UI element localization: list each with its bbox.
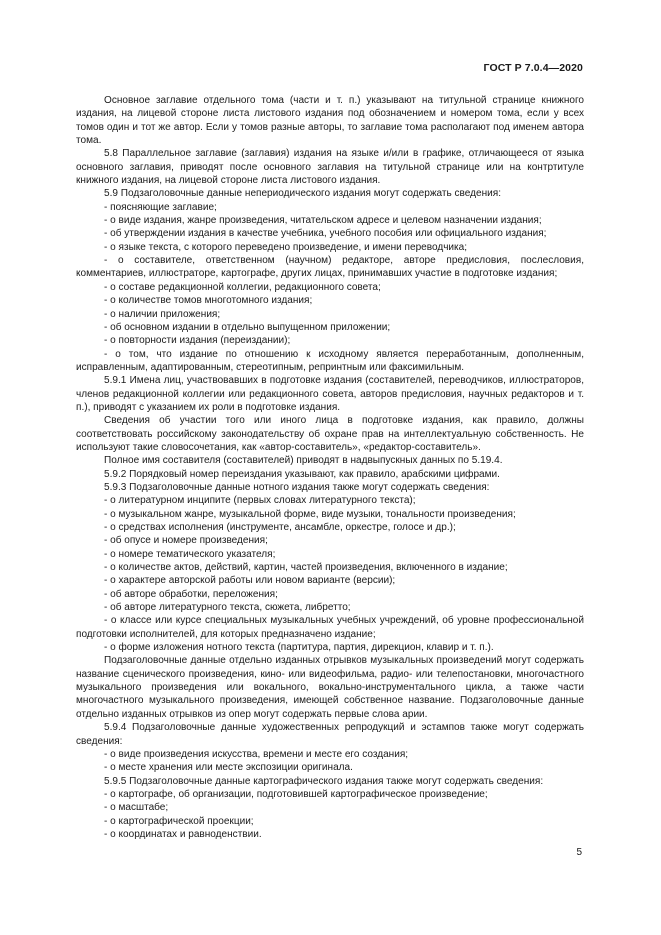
paragraph: 5.9.5 Подзаголовочные данные картографического издания также могут содержать сведения: — [104, 775, 544, 787]
paragraph: - о количестве томов многотомного издания; — [104, 295, 313, 307]
paragraph: - об утверждении издания в качестве учебника, учебного пособия или официального издания; — [104, 228, 547, 240]
paragraph: Полное имя составителя (составителей) приводят в надвыпускных данных по 5.19.4. — [104, 455, 503, 467]
paragraph: - о том, что издание по отношению к исходному является переработанным, дополненным, исправленным, адаптированным, стереотипным, репринтным или факсимильным. — [76, 348, 584, 373]
paragraph: - о классе или курсе специальных музыкальных учебных учреждений, об уровне профессиональной подготовки исполнителей, для которых предназначено издание; — [76, 615, 584, 640]
paragraph: - поясняющие заглавие; — [104, 201, 217, 213]
paragraph: - о наличии приложения; — [104, 308, 221, 320]
paragraph: - о повторности издания (переиздании); — [104, 335, 291, 347]
paragraph: - о составителе, ответственном (научном) редакторе, авторе предисловия, послесловия, комментариев, иллюстраторе, картографе, других лицах, принимавших участие в подготовке издания; — [76, 255, 584, 280]
paragraph: - о языке текста, с которого переведено произведение, и имени переводчика; — [104, 241, 468, 253]
paragraph: - о месте хранения или месте экспозиции оригинала. — [104, 762, 353, 774]
paragraph: 5.8 Параллельное заглавие (заглавия) издания на языке и/или в графике, отличающееся от языка основного заглавия, приводят после основного заглавия на титульной странице или на контртитуле книжного издания, на лицевой стороне листа листового издания. — [76, 148, 584, 187]
paragraph: Основное заглавие отдельного тома (части и т. п.) указывают на титульной странице книжного издания, на лицевой стороне листа листового издания под обозначением и номером тома, если у всех томов один и тот же автор. Если у томов разные авторы, то заглавие тома располагают под именем автора тома. — [76, 95, 584, 147]
paragraph: - о номере тематического указателя; — [104, 548, 276, 560]
paragraph: 5.9.1 Имена лиц, участвовавших в подготовке издания (составителей, переводчиков, иллюстраторов, членов редакционной коллегии или редакционного совета, авторов предисловия, научных редакторов и т. п.), приводят с указанием их роли в подготовке издания. — [76, 375, 584, 413]
paragraph: - о масштабе; — [104, 802, 169, 814]
body-text — [76, 94, 584, 841]
paragraph: - об опусе и номере произведения; — [104, 535, 268, 547]
paragraph: 5.9.4 Подзаголовочные данные художественных репродукций и эстампов также могут содержать сведения: — [76, 722, 584, 747]
page-number: 5 — [576, 847, 582, 858]
paragraph: Подзаголовочные данные отдельно изданных отрывков музыкальных произведений могут содержать название сценического произведения, кино- или видеофильма, радио- или телепостановки, многочастного музыкального произведения или вокального, вокально-инструментального цикла, а также части многочастного музыкального произведения, имеющей собственное название. Подзаголовочные данные отдельно изданных отрывков из опер могут содержать первые слова арии. — [76, 655, 584, 720]
paragraph: - об авторе литературного текста, сюжета, либретто; — [104, 602, 351, 614]
paragraph: - о характере авторской работы или новом варианте (версии); — [104, 575, 396, 587]
standard-header: ГОСТ Р 7.0.4—2020 — [483, 62, 583, 74]
paragraph: Сведения об участии того или иного лица в подготовке издания, как правило, должны соответствовать российскому законодательству об охране прав на интеллектуальную собственность. Не используют такие словосочетания, как «автор-составитель», «редактор-составитель». — [76, 415, 584, 453]
paragraph: - о музыкальном жанре, музыкальной форме, виде музыки, тональности произведения; — [104, 508, 516, 520]
paragraph: - о количестве актов, действий, картин, частей произведения, включенного в издание; — [104, 562, 508, 574]
paragraph: - о литературном инципите (первых словах литературного текста); — [104, 495, 416, 507]
paragraph: - о картографе, об организации, подготовившей картографическое произведение; — [104, 788, 488, 800]
paragraph: - о картографической проекции; — [104, 815, 254, 827]
paragraph: 5.9.3 Подзаголовочные данные нотного издания также могут содержать сведения: — [104, 481, 490, 493]
paragraph: - об авторе обработки, переложения; — [104, 588, 278, 600]
paragraph: 5.9.2 Порядковый номер переиздания указывают, как правило, арабскими цифрами. — [104, 468, 500, 480]
paragraph: - о форме изложения нотного текста (партитура, партия, дирекцион, клавир и т. п.). — [104, 642, 494, 654]
paragraph: - о координатах и равноденствии. — [104, 828, 262, 840]
paragraph: - о виде произведения искусства, времени и месте его создания; — [104, 748, 409, 760]
paragraph: - о средствах исполнения (инструменте, ансамбле, оркестре, голосе и др.); — [104, 522, 456, 533]
paragraph: - о виде издания, жанре произведения, читательском адресе и целевом назначении издания; — [104, 215, 542, 227]
paragraph: 5.9 Подзаголовочные данные непериодического издания могут содержать сведения: — [104, 188, 501, 200]
paragraph: - о составе редакционной коллегии, редакционного совета; — [104, 281, 381, 293]
paragraph: - об основном издании в отдельно выпущенном приложении; — [104, 321, 391, 333]
